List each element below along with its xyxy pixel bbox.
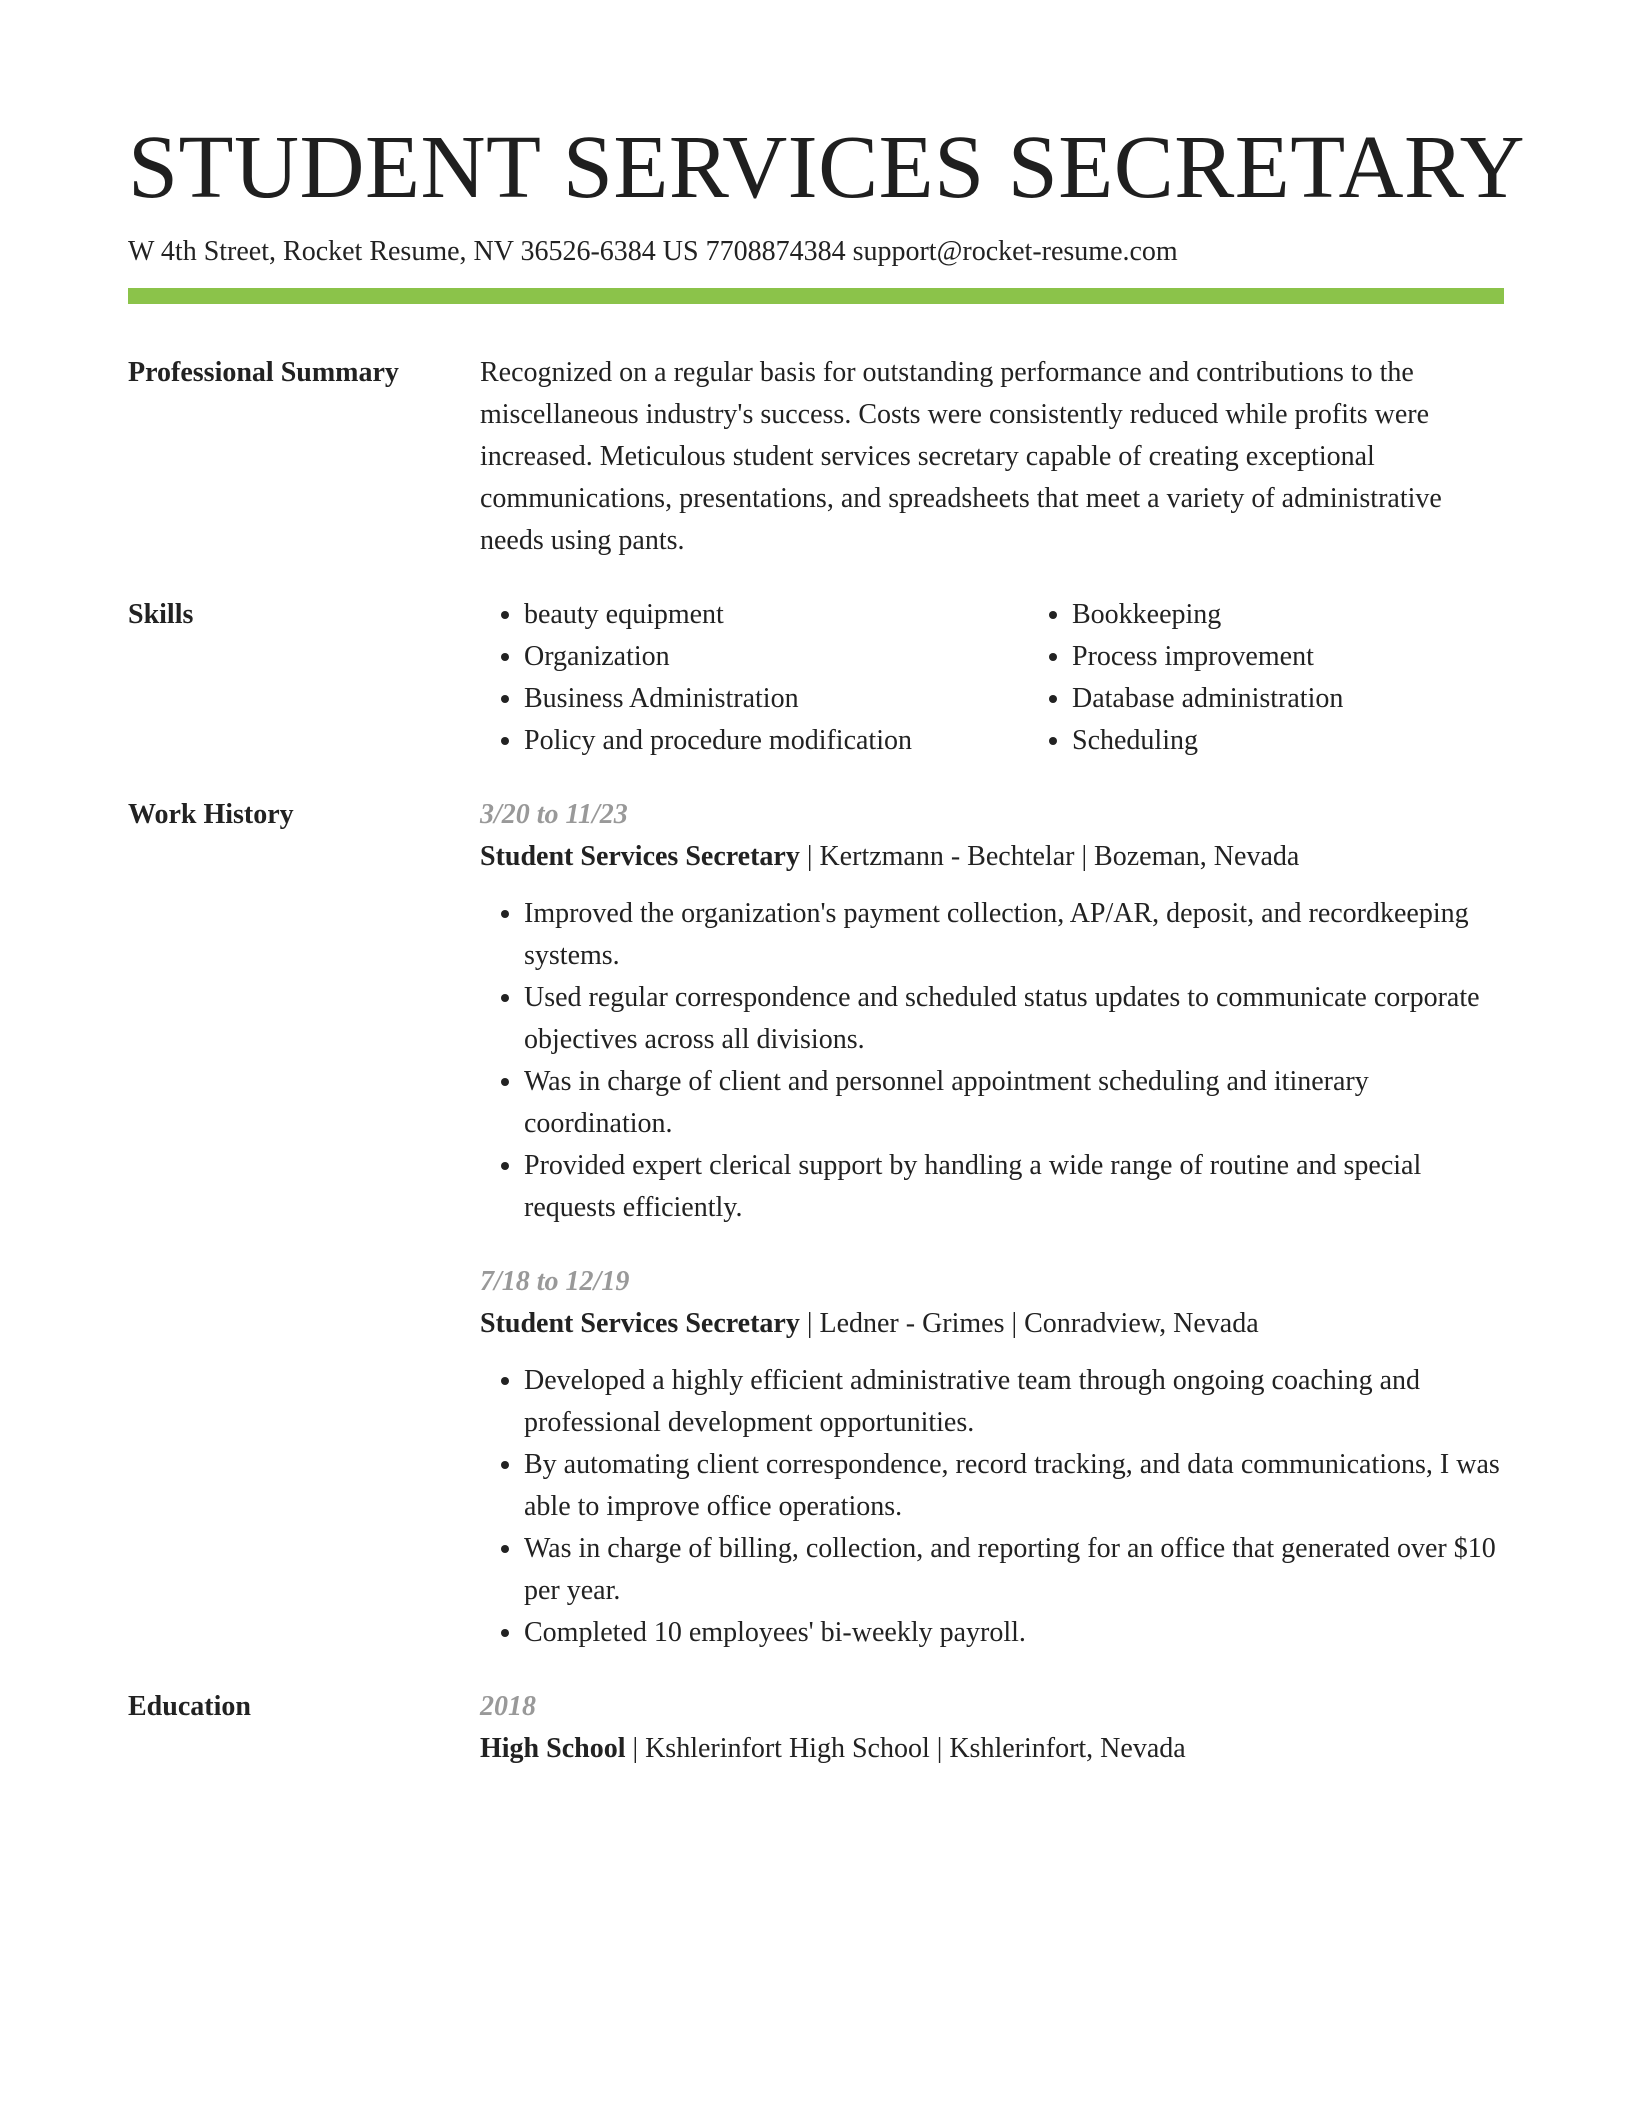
job-employer-location: | Kertzmann - Bechtelar | Bozeman, Nevada	[799, 841, 1300, 872]
job-bullets	[480, 893, 1504, 1229]
job-heading	[480, 1303, 1504, 1345]
job-title: Student Services Secretary	[480, 841, 800, 872]
skill-item: • Organization	[524, 636, 1028, 678]
job-bullet: • Provided expert clerical support by handling a wide range of routine and special requests efficiently.	[524, 1145, 1504, 1229]
skills-list	[480, 594, 1504, 762]
education-entry	[480, 1686, 1504, 1770]
education-section	[128, 1686, 1504, 1770]
job-dates: 7/18 to 12/19	[480, 1266, 630, 1297]
skill-item: • beauty equipment	[524, 594, 1028, 636]
job-entry	[480, 1261, 1504, 1654]
education-label: Education	[128, 1691, 251, 1722]
skill-item: • Database administration	[1072, 678, 1504, 720]
job-heading	[480, 836, 1504, 878]
work-history-section	[128, 794, 1504, 1654]
job-bullet: • By automating client correspondence, record tracking, and data communications, I was able to improve office operations.	[524, 1444, 1504, 1528]
job-bullet: • Improved the organization's payment collection, AP/AR, deposit, and recordkeeping systems.	[524, 893, 1504, 977]
skill-item: • Policy and procedure modification	[524, 720, 1028, 762]
education-heading	[480, 1728, 1504, 1770]
skills-section	[128, 594, 1504, 762]
contact-info: W 4th Street, Rocket Resume, NV 36526-6384 US 7708874384 support@rocket-resume.com	[128, 236, 1178, 267]
job-employer-location: | Ledner - Grimes | Conradview, Nevada	[799, 1308, 1259, 1339]
skills-label: Skills	[128, 599, 194, 630]
skill-item: • Scheduling	[1072, 720, 1504, 762]
work-history-list	[480, 794, 1504, 1654]
job-bullet: • Was in charge of billing, collection, and reporting for an office that generated over $10 per year.	[524, 1528, 1504, 1612]
job-bullet: • Was in charge of client and personnel appointment scheduling and itinerary coordination.	[524, 1061, 1504, 1145]
resume-page	[128, 118, 1526, 1770]
work-history-label: Work History	[128, 799, 294, 830]
skills-column-right	[1028, 594, 1504, 762]
summary-section	[128, 352, 1504, 562]
job-entry	[480, 794, 1504, 1229]
job-title: Student Services Secretary	[480, 1308, 800, 1339]
skill-item: • Business Administration	[524, 678, 1028, 720]
summary-label: Professional Summary	[128, 357, 399, 388]
education-year: 2018	[480, 1691, 536, 1722]
job-dates: 3/20 to 11/23	[480, 799, 628, 830]
job-bullet: • Developed a highly efficient administrative team through ongoing coaching and professional development opportunities.	[524, 1360, 1504, 1444]
accent-divider	[128, 288, 1504, 304]
skill-item: • Process improvement	[1072, 636, 1504, 678]
resume-name-heading: STUDENT SERVICES SECRETARY	[128, 118, 1526, 217]
skill-item: • Bookkeeping	[1072, 594, 1504, 636]
summary-text: Recognized on a regular basis for outstanding performance and contributions to the miscellaneous industry's success. Costs were consistently reduced while profits were increased. Meticulous student services secretary capable of creating exceptional communications, presentations, and spreadsheets that meet a variety of administrative needs using pants.	[480, 357, 1442, 556]
job-bullet: • Completed 10 employees' bi-weekly payroll.	[524, 1612, 1504, 1654]
education-school-location: | Kshlerinfort High School | Kshlerinfort, Nevada	[625, 1733, 1186, 1764]
skills-column-left	[480, 594, 1028, 762]
education-degree: High School	[480, 1733, 626, 1764]
job-bullets	[480, 1360, 1504, 1654]
job-bullet: • Used regular correspondence and scheduled status updates to communicate corporate objectives across all divisions.	[524, 977, 1504, 1061]
